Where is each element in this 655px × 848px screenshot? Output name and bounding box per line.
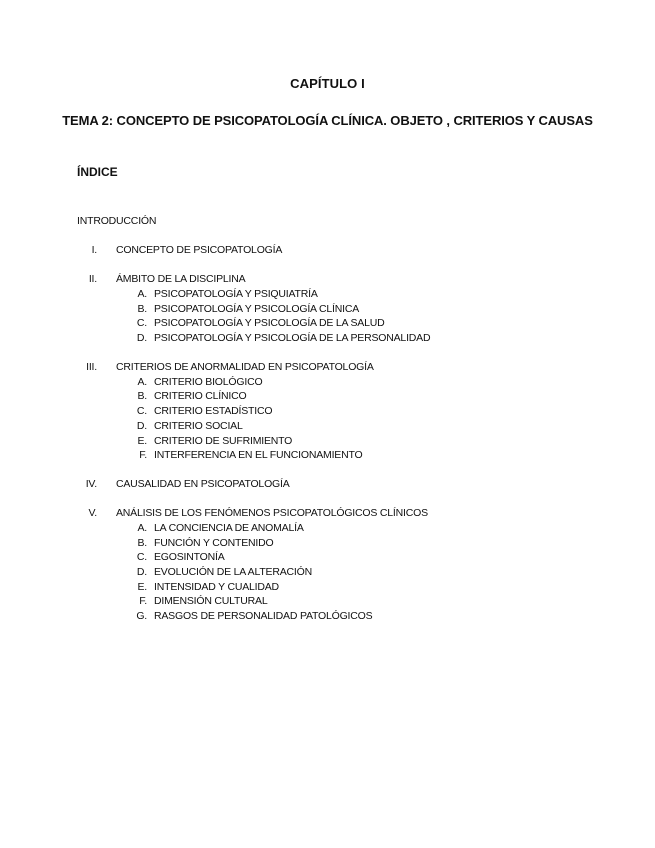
subitem-text: CRITERIO CLÍNICO xyxy=(154,390,247,403)
section-heading xyxy=(77,506,597,521)
toc-subitem xyxy=(77,536,597,551)
subitem-text: LA CONCIENCIA DE ANOMALÍA xyxy=(154,521,304,534)
table-of-contents xyxy=(77,214,597,638)
subitem-letter: D. xyxy=(136,332,147,345)
subitem-letter: D. xyxy=(136,419,147,432)
toc-subitem xyxy=(77,448,597,463)
toc-section-2 xyxy=(77,272,597,346)
toc-subitem xyxy=(77,316,597,331)
section-title: ÁMBITO DE LA DISCIPLINA xyxy=(116,273,246,285)
subitem-text: CRITERIO SOCIAL xyxy=(154,419,243,432)
subitem-letter: E. xyxy=(137,434,147,447)
subitem-letter: F. xyxy=(139,595,147,608)
toc-subitem xyxy=(77,565,597,580)
subitem-text: PSICOPATOLOGÍA Y PSIQUIATRÍA xyxy=(154,288,318,300)
toc-subitem xyxy=(77,550,597,565)
subitem-letter: C. xyxy=(136,317,147,330)
subitem-letter: D. xyxy=(136,565,147,578)
toc-subitem xyxy=(77,404,597,419)
subitem-text: PSICOPATOLOGÍA Y PSICOLOGÍA DE LA SALUD xyxy=(154,317,385,330)
toc-section-5 xyxy=(77,506,597,624)
subitem-text: CRITERIO DE SUFRIMIENTO xyxy=(154,434,293,447)
section-title: CAUSALIDAD EN PSICOPATOLOGÍA xyxy=(116,477,290,490)
subitem-letter: A. xyxy=(137,375,147,388)
subitem-text: PSICOPATOLOGÍA Y PSICOLOGÍA CLÍNICA xyxy=(154,302,360,315)
toc-subitem xyxy=(77,521,597,536)
section-numeral: V. xyxy=(88,506,97,519)
section-title: ANÁLISIS DE LOS FENÓMENOS PSICOPATOLÓGICOS CLÍNICOS xyxy=(116,506,428,519)
subitem-letter: E. xyxy=(137,580,147,593)
section-numeral: II. xyxy=(88,273,97,285)
toc-subitem xyxy=(77,594,597,609)
section-numeral: IV. xyxy=(85,477,97,490)
chapter-title: CAPÍTULO I xyxy=(290,76,365,91)
toc-subitem xyxy=(77,331,597,346)
section-title: CONCEPTO DE PSICOPATOLOGÍA xyxy=(116,244,283,256)
toc-subitem xyxy=(77,609,597,624)
section-heading xyxy=(77,243,597,258)
section-numeral: III. xyxy=(86,360,97,373)
toc-subitem xyxy=(77,419,597,434)
subitem-letter: A. xyxy=(137,288,147,300)
subitem-text: CRITERIO ESTADÍSTICO xyxy=(154,405,273,418)
subitem-letter: A. xyxy=(137,521,147,534)
subitem-text: INTERFERENCIA EN EL FUNCIONAMIENTO xyxy=(154,449,363,462)
subitem-letter: G. xyxy=(136,610,147,622)
subitem-letter: B. xyxy=(137,536,147,549)
toc-section-1 xyxy=(77,243,597,258)
subitem-text: RASGOS DE PERSONALIDAD PATOLÓGICOS xyxy=(154,610,373,622)
subitem-text: EGOSINTONÍA xyxy=(154,551,225,564)
subitem-letter: C. xyxy=(136,551,147,564)
subitem-letter: B. xyxy=(137,302,147,315)
subitem-letter: F. xyxy=(139,449,147,462)
subitem-text: PSICOPATOLOGÍA Y PSICOLOGÍA DE LA PERSONALIDAD xyxy=(154,332,431,345)
toc-section-3 xyxy=(77,360,597,463)
subitem-text: EVOLUCIÓN DE LA ALTERACIÓN xyxy=(154,565,312,578)
subitem-letter: C. xyxy=(136,405,147,418)
toc-subitem xyxy=(77,580,597,595)
topic-title: TEMA 2: CONCEPTO DE PSICOPATOLOGÍA CLÍNICA. OBJETO , CRITERIOS Y CAUSAS xyxy=(62,113,593,128)
section-numeral: I. xyxy=(91,244,97,256)
section-heading xyxy=(77,477,597,492)
subitem-text: CRITERIO BIOLÓGICO xyxy=(154,375,263,388)
subitem-text: FUNCIÓN Y CONTENIDO xyxy=(154,536,274,549)
toc-section-4 xyxy=(77,477,597,492)
toc-subitem xyxy=(77,287,597,302)
subitem-text: DIMENSIÓN CULTURAL xyxy=(154,595,268,608)
toc-subitem xyxy=(77,389,597,404)
section-title: CRITERIOS DE ANORMALIDAD EN PSICOPATOLOGÍA xyxy=(116,360,374,373)
section-heading xyxy=(77,360,597,375)
index-heading: ÍNDICE xyxy=(77,165,118,179)
subitem-letter: B. xyxy=(137,390,147,403)
section-heading xyxy=(77,272,597,287)
toc-subitem xyxy=(77,302,597,317)
toc-subitem xyxy=(77,434,597,449)
toc-subitem xyxy=(77,375,597,390)
toc-introduction: INTRODUCCIÓN xyxy=(77,215,157,227)
subitem-text: INTENSIDAD Y CUALIDAD xyxy=(154,580,279,593)
